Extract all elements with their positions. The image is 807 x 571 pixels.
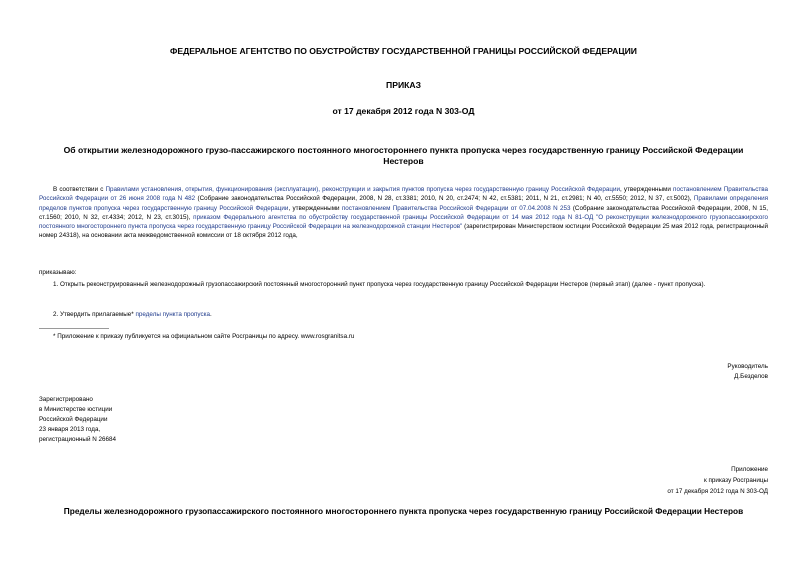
item-2-end: . xyxy=(210,311,212,318)
order-word: приказываю: xyxy=(39,269,77,276)
registration-line-4: 23 января 2013 года, xyxy=(39,426,101,433)
preamble-paragraph xyxy=(39,185,768,241)
preamble-text-6: (зарегистрирован Министерством юстиции Российской Федерации 25 мая 2012 года, регистрационный номер 24318), на основании акта межведомственной комиссии от 18 октября 2012 года, xyxy=(39,223,768,240)
title-line-2: Нестеров xyxy=(383,156,424,166)
appendix-line-1: Приложение xyxy=(731,466,768,473)
title-line-1: Об открытии железнодорожного грузо-пассажирского постоянного многостороннего пункта пропуска через государственную границу Российской Федерации xyxy=(63,145,744,155)
registration-line-5: регистрационный N 26684 xyxy=(39,436,117,443)
registration-line-1: Зарегистрировано xyxy=(39,396,93,403)
doc-type-heading: ПРИКАЗ xyxy=(386,80,421,90)
signature-name: Д.Безделов xyxy=(734,373,768,380)
preamble-text-5: (Собрание законодательства Российской Федерации, 2008, N 15, ст.1560; 2010, N 32, ст.4334; 2012, N 23, ст.3015), xyxy=(39,204,769,221)
preamble-text-2: , утвержденными xyxy=(620,186,674,193)
order-item-1: 1. Открыть реконструированный железнодорожный грузопассажирский постоянный многосторонний пункт пропуска через государственную границу Российской Федерации Нестеров (первый этап) (далее - пункт пропуска). xyxy=(53,281,706,288)
resolution-482-link[interactable]: постановлением Правительства Российской Федерации от 26 июня 2008 года N 482 xyxy=(39,186,768,203)
rules-link[interactable]: Правилами установления, открытия, функционирования (эксплуатации), реконструкции и закрытия пунктов пропуска через государственную границу Российской Федерации xyxy=(105,186,620,193)
registration-line-3: Российской Федерации xyxy=(39,416,108,423)
signature-role: Руководитель xyxy=(727,363,768,370)
preamble-text-1: В соответствии с xyxy=(53,186,106,193)
order-item-2 xyxy=(53,310,768,319)
footnote: * Приложение к приказу публикуется на официальном сайте Росграницы по адресу. www.rosgranitsa.ru xyxy=(53,333,355,340)
footnote-divider xyxy=(39,328,109,329)
agency-heading: ФЕДЕРАЛЬНОЕ АГЕНТСТВО ПО ОБУСТРОЙСТВУ ГОСУДАРСТВЕННОЙ ГРАНИЦЫ РОССИЙСКОЙ ФЕДЕРАЦИИ xyxy=(170,46,637,56)
order-81-link[interactable]: приказом Федерального агентства по обустройству государственной границы Российской Федерации от 14 мая 2012 года N 81-ОД "О реконструкции железнодорожного грузопассажирского постоянного многостороннего пункта пропуска через государственную границу Российской Федерации на железнодорожной станции Нестеров" xyxy=(39,213,768,231)
limits-appendix-link[interactable]: пределы пункта пропуска xyxy=(135,311,211,318)
appendix-line-2: к приказу Росграницы xyxy=(704,477,768,484)
item-2-text: 2. Утвердить прилагаемые* xyxy=(53,311,136,318)
registration-line-2: в Министерстве юстиции xyxy=(39,406,113,413)
resolution-253-link[interactable]: постановлением Правительства Российской Федерации от 07.04.2008 N 253 xyxy=(341,204,571,212)
limits-rules-link[interactable]: Правилами определения пределов пунктов пропуска через государственную границу Российской Федерации xyxy=(39,195,768,212)
appendix-title: Пределы железнодорожного грузопассажирского постоянного многостороннего пункта пропуска через государственную границу Российской Федерации Нестеров xyxy=(63,506,744,516)
preamble-text-4: , утвержденными xyxy=(288,204,342,212)
date-number-heading: от 17 декабря 2012 года N 303-ОД xyxy=(332,106,475,116)
appendix-line-3: от 17 декабря 2012 года N 303-ОД xyxy=(667,488,768,495)
preamble-text-3: (Собрание законодательства Российской Федерации, 2008, N 28, ст.3381; 2010, N 20, ст.2474; N 42, ст.5381; 2011, N 21, ст.2981; N 40, ст.5550; 2012, N 37, ст.5002), xyxy=(195,195,694,203)
